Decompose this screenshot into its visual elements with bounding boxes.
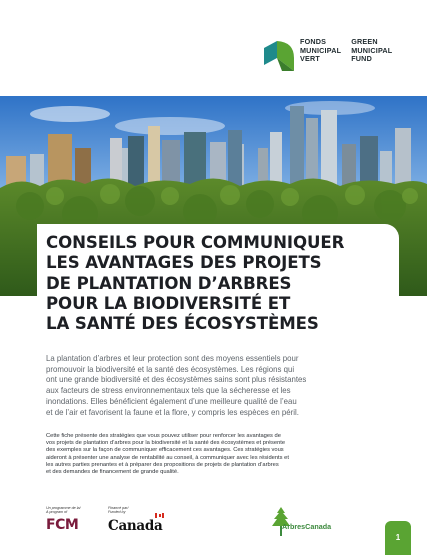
gmf-leaf-icon — [262, 38, 296, 74]
title-line: LA SANTÉ DES ÉCOSYSTÈMES — [46, 314, 319, 334]
lead-line: ont une grande biodiversité et des écosystèmes sains sont plus résistantes — [46, 375, 307, 385]
body-line: aideront à présenter une analyse de rentabilité au conseil, à communiquer avec les résidents et — [46, 454, 289, 461]
brand-fr-line: VERT — [300, 54, 320, 64]
body-line: les autres parties prenantes et à préparer des propositions de projets de plantation d’arbres — [46, 461, 279, 468]
lead-paragraph — [46, 354, 392, 418]
tree-canada-wordmark: ArbresCanada — [282, 522, 332, 531]
page-title — [46, 233, 391, 334]
funded-label-line: Funded by — [108, 510, 126, 515]
title-line: POUR LA BIODIVERSITÉ ET — [46, 293, 291, 313]
lead-line: et de l’air et favorisent la faune et la flore, y compris les espèces en péril. — [46, 407, 299, 417]
brand-fr — [300, 38, 341, 64]
brand-en-line: GREEN — [351, 37, 378, 46]
brand-fr-line: FONDS — [300, 37, 327, 46]
body-line: et des demandes de financement de grande qualité. — [46, 469, 179, 476]
brand-en-line: FUND — [351, 54, 372, 64]
funded-label — [108, 506, 129, 515]
title-line: LES AVANTAGES DES PROJETS — [46, 253, 322, 273]
lead-line: aux facteurs de stress environnementaux tels que la sécheresse et les — [46, 386, 291, 396]
page-number-tab: 1 — [385, 521, 411, 555]
lead-line: La plantation d’arbres et leur protection sont des moyens essentiels pour — [46, 354, 299, 363]
body-line: des exemples sur la façon de communiquer efficacement ces avantages. Ces stratégies vous — [46, 447, 284, 454]
canada-wordmark: Canada — [108, 518, 163, 534]
lead-line: promouvoir la biodiversité et la santé des écosystèmes. Les régions qui — [46, 364, 295, 374]
program-label-line: A program of — [46, 510, 68, 515]
lead-line: inondations. Elles bénéficient également d’une meilleure qualité de l’eau — [46, 396, 297, 406]
fcm-logo: FCM — [46, 517, 79, 533]
canada-flag-icon — [155, 513, 164, 518]
brand-en — [351, 38, 392, 64]
body-paragraph — [46, 433, 392, 476]
body-line: Cette fiche présente des stratégies que vous pouvez utiliser pour renforcer les avantages de — [46, 433, 281, 439]
gmf-logo — [262, 38, 392, 74]
title-line: CONSEILS POUR COMMUNIQUER — [46, 233, 345, 252]
brand-fr-line: MUNICIPAL — [300, 45, 342, 55]
body-line: vos projets de plantation d’arbres pour la biodiversité et la santé des écosystèmes et présente — [46, 440, 286, 447]
program-label-line: Un programme de la/ — [46, 506, 81, 510]
funded-label-line: Financé par/ — [108, 506, 129, 510]
title-line: DE PLANTATION D’ARBRES — [46, 273, 292, 293]
brand-en-line: MUNICIPAL — [351, 45, 393, 55]
page-header — [0, 0, 427, 96]
program-label — [46, 506, 81, 515]
